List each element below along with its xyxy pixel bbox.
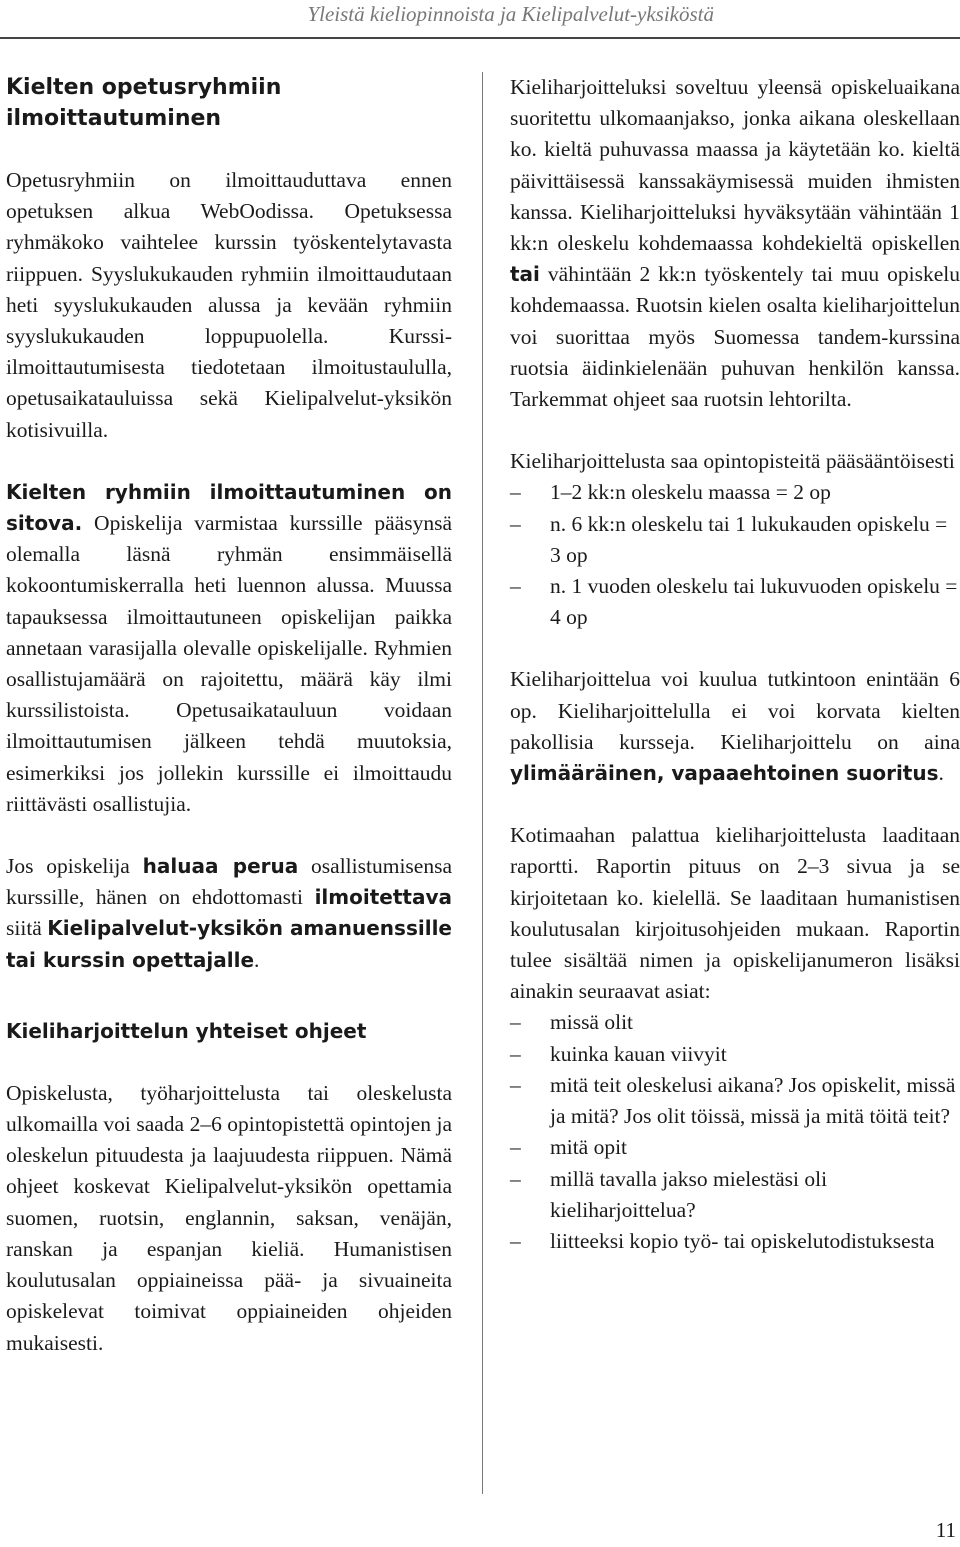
right-column [510, 72, 960, 1257]
section-heading-registration: Kielten opetusryhmiin ilmoittautuminen [6, 75, 282, 131]
credits-intro: Kieliharjoittelusta saa opintopisteitä pääsääntöisesti [510, 449, 955, 474]
running-header: Yleistä kieliopinnoista ja Kielipalvelut-yksiköstä [307, 2, 714, 26]
section-heading-language-practice: Kieliharjoittelun yhteiset ohjeet [6, 1018, 367, 1043]
eligibility-paragraph [510, 72, 960, 415]
left-column [6, 72, 452, 1359]
header-rule [0, 37, 960, 39]
list-item: – n. 1 vuoden oleskelu tai lukuvuoden opiskelu = 4 op [510, 571, 960, 633]
degree-text-1: Kieliharjoittelua voi kuulua tutkintoon enintään 6 op. Kieliharjoittelulla ei voi korvata kielten pakollisia kursseja. Kieliharjoittelu on aina [510, 667, 960, 754]
cancel-emphasis-3: Kielipalvelut-yksikön amanuenssille tai kurssin opettajalle [6, 916, 452, 972]
credits-list [510, 477, 960, 633]
list-item: – missä olit [510, 1007, 960, 1038]
list-item: – mitä teit oleskelusi aikana? Jos opiskelit, missä ja mitä? Jos olit töissä, missä ja mitä töitä teit? [510, 1070, 960, 1132]
cancel-text-4: . [254, 947, 260, 972]
cancel-text-2: osallistumisensa kurssille, hänen on ehdottomasti [6, 854, 452, 910]
list-item: – liitteeksi kopio työ- tai opiskelutodistuksesta [510, 1226, 960, 1257]
column-divider [482, 72, 483, 1494]
list-item: – millä tavalla jakso mielestäsi oli kieliharjoittelua? [510, 1164, 960, 1226]
eligibility-text-2: vähintään 2 kk:n työskentely tai muu opiskelu kohdemaassa. Ruotsin kielen osalta kieliharjoittelun voi suorittaa myös Suomessa tandem-kurssina ruotsia äidinkielenään puhuvan henkilön kanssa. Tarkemmat ohjeet saa ruotsin lehtorilta. [510, 262, 960, 412]
cancellation-paragraph [6, 851, 452, 976]
binding-details: Opiskelija varmistaa kurssille pääsynsä olemalla läsnä ryhmän ensimmäisellä kokoontumiskerralla heti luennon alussa. Muussa tapauksessa ilmoittautuneen opiskelijan paikka annetaan varasijalla olevalle opiskelijalle. Ryhmien osallistujamäärä on rajoitettu, määrä käy ilmi kurssilistoista. Opetusaikatauluun voidaan ilmoittautumisen jälkeen tehdä muutoksia, esimerkiksi jos jollekin kurssille ei ilmoittaudu riittävästi osallistujia. [6, 511, 452, 816]
cancel-text-1: Jos opiskelija [6, 854, 143, 879]
list-item: – n. 6 kk:n oleskelu tai 1 lukukauden opiskelu = 3 op [510, 509, 960, 571]
cancel-emphasis-1: haluaa perua [142, 854, 299, 879]
binding-notice: Kielten ryhmiin ilmoittautuminen on sitova. [6, 479, 452, 536]
report-items-list [510, 1007, 960, 1257]
list-item: – mitä opit [510, 1132, 960, 1163]
cancel-text-3: siitä [6, 916, 48, 941]
report-paragraph: Kotimaahan palattua kieliharjoittelusta laaditaan raportti. Raportin pituus on 2–3 sivua ja se kirjoitetaan ko. kielellä. Se laaditaan humanistisen koulutusalan kirjoitusohjeiden mukaan. Raportin tulee sisältää nimen ja opiskelijanumeron lisäksi ainakin seuraavat asiat: [510, 823, 960, 1004]
cancel-emphasis-2: ilmoitettava [314, 885, 452, 910]
binding-registration-paragraph [6, 477, 452, 820]
list-item: – kuinka kauan viivyit [510, 1039, 960, 1070]
degree-text-2: . [938, 761, 944, 786]
eligibility-text-1: Kieliharjoitteluksi soveltuu yleensä opiskeluaikana suoritettu ulkomaanjakso, jonka aikana oleskellaan ko. kieltä puhuvassa maassa ja käytetään ko. kieltä päivittäisessä kanssakäymisessä muiden ihmisten kanssa. Kieliharjoitteluksi hyväksytään vähintään 1 kk:n oleskelu kohdemaassa kohdekieltä opiskellen [510, 75, 960, 256]
degree-paragraph [510, 664, 960, 789]
eligibility-emphasis: tai [510, 262, 540, 287]
degree-emphasis: ylimääräinen, vapaaehtoinen suoritus [510, 761, 939, 786]
list-item: – 1–2 kk:n oleskelu maassa = 2 op [510, 477, 960, 508]
language-practice-paragraph: Opiskelusta, työharjoittelusta tai oleskelusta ulkomailla voi saada 2–6 opintopistettä opintojen ja oleskelun pituudesta ja laajuudesta riippuen. Nämä ohjeet koskevat Kielipalvelut-yksikön opettamia suomen, ruotsin, englannin, saksan, venäjän, ranskan ja espanjan kieliä. Humanistisen koulutusalan oppiaineissa pää- ja sivuaineita opiskelevat toimivat oppiaineiden ohjeiden mukaisesti. [6, 1080, 452, 1355]
page-number: 11 [935, 1518, 956, 1542]
registration-paragraph: Opetusryhmiin on ilmoittauduttava ennen opetuksen alkua WebOodissa. Opetuksessa ryhmäkoko vaihtelee kurssin työskentelytavasta riippuen. Syyslukukauden ryhmiin ilmoittaudutaan heti syyslukukauden alussa ja kevään ryhmiin syyslukukauden loppupuolella. Kurssi-ilmoittautumisesta tiedotetaan ilmoitustaululla, opetusaikatauluissa sekä Kielipalvelut-yksikön kotisivuilla. [6, 168, 452, 442]
